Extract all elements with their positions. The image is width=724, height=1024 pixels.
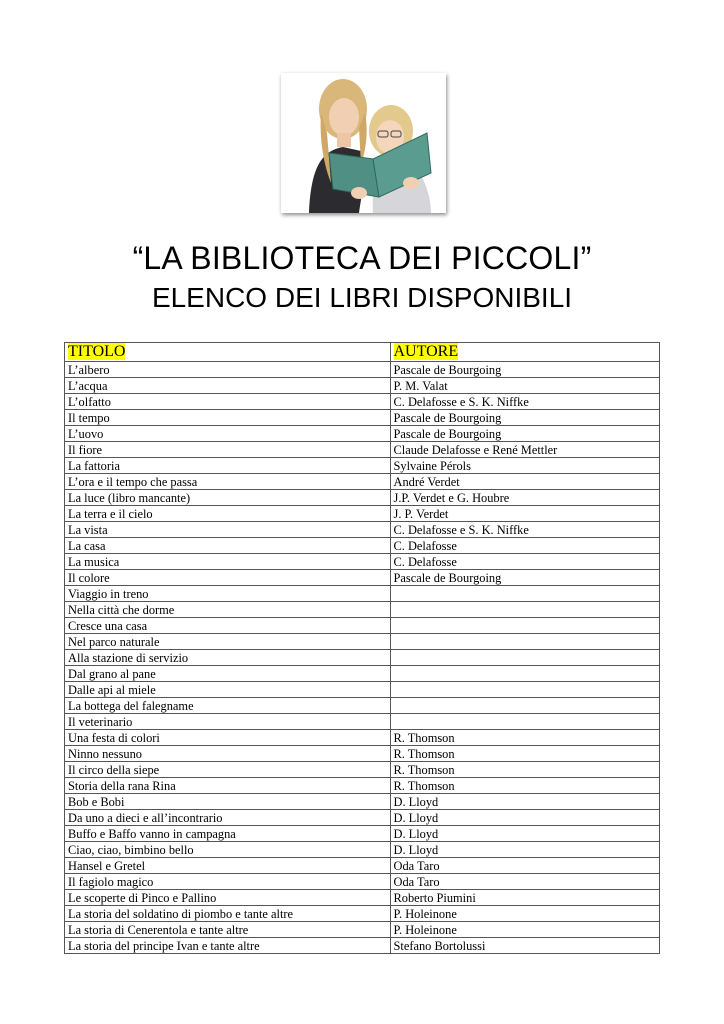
title-cell: La fattoria (65, 458, 391, 474)
table-row (65, 426, 660, 442)
title-cell: Hansel e Gretel (65, 858, 391, 874)
table-row (65, 778, 660, 794)
title-cell: Cresce una casa (65, 618, 391, 634)
author-cell: P. Holeinone (390, 906, 660, 922)
author-cell (390, 634, 660, 650)
title-cell: Una festa di colori (65, 730, 391, 746)
title-cell: Buffo e Baffo vanno in campagna (65, 826, 391, 842)
table-row (65, 874, 660, 890)
title-cell: Il fagiolo magico (65, 874, 391, 890)
title-cell: La storia del principe Ivan e tante altre (65, 938, 391, 954)
title-cell: Alla stazione di servizio (65, 650, 391, 666)
author-cell: R. Thomson (390, 762, 660, 778)
author-cell: C. Delafosse e S. K. Niffke (390, 522, 660, 538)
author-cell: Oda Taro (390, 858, 660, 874)
title-cell: Il fiore (65, 442, 391, 458)
author-cell (390, 650, 660, 666)
title-cell: La terra e il cielo (65, 506, 391, 522)
header-photo (281, 73, 446, 213)
title-cell: La musica (65, 554, 391, 570)
table-row (65, 938, 660, 954)
author-cell: Pascale de Bourgoing (390, 410, 660, 426)
table-row (65, 378, 660, 394)
author-cell (390, 602, 660, 618)
title-cell: Nel parco naturale (65, 634, 391, 650)
author-cell: C. Delafosse e S. K. Niffke (390, 394, 660, 410)
table-row (65, 410, 660, 426)
table-row (65, 650, 660, 666)
table-row (65, 858, 660, 874)
author-cell: Pascale de Bourgoing (390, 426, 660, 442)
page-title: “LA BIBLIOTECA DEI PICCOLI” (132, 240, 592, 276)
author-cell: P. M. Valat (390, 378, 660, 394)
title-cell: Storia della rana Rina (65, 778, 391, 794)
author-cell (390, 698, 660, 714)
author-cell (390, 666, 660, 682)
author-cell (390, 682, 660, 698)
title-cell: L’ora e il tempo che passa (65, 474, 391, 490)
table-row (65, 522, 660, 538)
author-cell: Pascale de Bourgoing (390, 570, 660, 586)
author-cell: D. Lloyd (390, 842, 660, 858)
books-table (64, 342, 660, 954)
author-cell: D. Lloyd (390, 826, 660, 842)
table-row (65, 570, 660, 586)
author-cell: Pascale de Bourgoing (390, 362, 660, 378)
author-cell: R. Thomson (390, 778, 660, 794)
table-row (65, 906, 660, 922)
table-row (65, 890, 660, 906)
title-cell: Il veterinario (65, 714, 391, 730)
table-row (65, 506, 660, 522)
table-row (65, 746, 660, 762)
author-cell: Oda Taro (390, 874, 660, 890)
table-row (65, 554, 660, 570)
title-cell: La casa (65, 538, 391, 554)
table-row (65, 682, 660, 698)
title-cell: Dal grano al pane (65, 666, 391, 682)
title-cell: La storia di Cenerentola e tante altre (65, 922, 391, 938)
author-cell: J.P. Verdet e G. Houbre (390, 490, 660, 506)
author-cell: J. P. Verdet (390, 506, 660, 522)
title-cell: Bob e Bobi (65, 794, 391, 810)
title-cell: Ninno nessuno (65, 746, 391, 762)
title-cell: La luce (libro mancante) (65, 490, 391, 506)
author-cell: Claude Delafosse e René Mettler (390, 442, 660, 458)
author-cell: C. Delafosse (390, 538, 660, 554)
title-cell: Il tempo (65, 410, 391, 426)
table-row (65, 538, 660, 554)
table-row (65, 762, 660, 778)
column-header-title (65, 343, 391, 362)
title-cell: Da uno a dieci e all’incontrario (65, 810, 391, 826)
title-cell: La storia del soldatino di piombo e tante altre (65, 906, 391, 922)
author-cell: R. Thomson (390, 746, 660, 762)
author-cell: D. Lloyd (390, 794, 660, 810)
author-cell: C. Delafosse (390, 554, 660, 570)
title-cell: L’uovo (65, 426, 391, 442)
table-row (65, 810, 660, 826)
title-cell: Dalle api al miele (65, 682, 391, 698)
title-cell: Le scoperte di Pinco e Pallino (65, 890, 391, 906)
table-row (65, 602, 660, 618)
title-cell: Il colore (65, 570, 391, 586)
author-cell: P. Holeinone (390, 922, 660, 938)
page-subtitle: ELENCO DEI LIBRI DISPONIBILI (151, 282, 573, 313)
column-header-author (390, 343, 660, 362)
author-cell (390, 586, 660, 602)
column-header-author-label: AUTORE (393, 343, 459, 360)
table-row (65, 442, 660, 458)
table-row (65, 362, 660, 378)
table-row (65, 474, 660, 490)
author-cell: Stefano Bortolussi (390, 938, 660, 954)
title-cell: L’olfatto (65, 394, 391, 410)
title-cell: Ciao, ciao, bimbino bello (65, 842, 391, 858)
table-row (65, 394, 660, 410)
table-row (65, 730, 660, 746)
column-header-title-label: TITOLO (68, 343, 126, 360)
author-cell (390, 714, 660, 730)
author-cell: André Verdet (390, 474, 660, 490)
table-row (65, 698, 660, 714)
title-cell: L’acqua (65, 378, 391, 394)
author-cell: R. Thomson (390, 730, 660, 746)
table-header-row (65, 343, 660, 362)
table-row (65, 666, 660, 682)
author-cell (390, 618, 660, 634)
author-cell: Roberto Piumini (390, 890, 660, 906)
table-row (65, 842, 660, 858)
title-cell: L’albero (65, 362, 391, 378)
table-row (65, 922, 660, 938)
table-row (65, 586, 660, 602)
table-row (65, 490, 660, 506)
table-row (65, 458, 660, 474)
table-row (65, 618, 660, 634)
table-row (65, 634, 660, 650)
title-cell: Viaggio in treno (65, 586, 391, 602)
title-cell: La vista (65, 522, 391, 538)
title-cell: Il circo della siepe (65, 762, 391, 778)
table-row (65, 826, 660, 842)
title-cell: La bottega del falegname (65, 698, 391, 714)
author-cell: D. Lloyd (390, 810, 660, 826)
title-cell: Nella città che dorme (65, 602, 391, 618)
table-row (65, 794, 660, 810)
two-girls-reading-illustration (281, 73, 446, 213)
table-row (65, 714, 660, 730)
author-cell: Sylvaine Pérols (390, 458, 660, 474)
